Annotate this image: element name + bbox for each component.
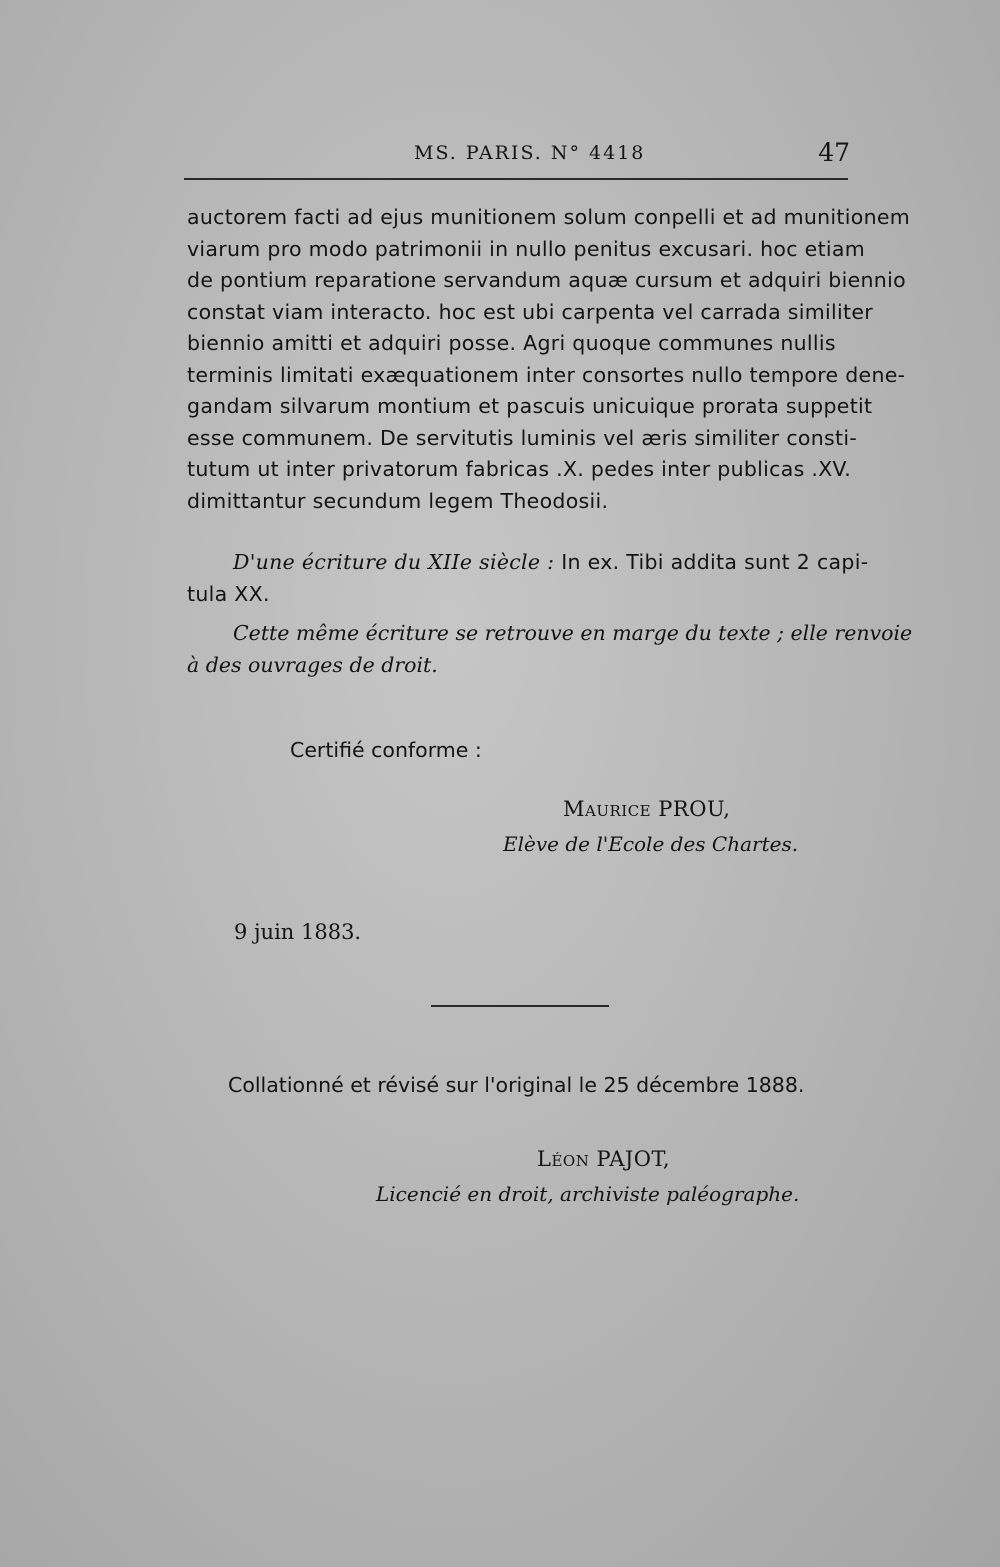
- note-italic-prefix: D'une écriture du XIIe siècle :: [233, 550, 555, 574]
- text-line: biennio amitti et adquiri posse. Agri quoque communes nullis: [187, 331, 836, 355]
- collator-name: Léon PAJOT,: [537, 1147, 671, 1171]
- note-italic-line: à des ouvrages de droit.: [187, 652, 438, 677]
- text-line: tutum ut inter privatorum fabricas .X. pedes inter publicas .XV.: [187, 457, 852, 481]
- text-line: constat viam interacto. hoc est ubi carpenta vel carrada similiter: [187, 299, 873, 324]
- page-header: [186, 138, 850, 168]
- certification-date: 9 juin 1883.: [234, 920, 362, 944]
- header-rule: [184, 178, 848, 180]
- text-line: esse communem. De servitutis luminis vel æris similiter consti-: [187, 425, 858, 450]
- page-number: 47: [818, 138, 850, 167]
- text-line: dimittantur secundum legem Theodosii.: [187, 488, 609, 513]
- certification-label: Certifié conforme :: [290, 738, 482, 762]
- running-title: MS. PARIS. N° 4418: [414, 142, 646, 164]
- text-line: viarum pro modo patrimonii in nullo penitus excusari. hoc etiam: [187, 236, 866, 261]
- text-line: gandam silvarum montium et pascuis unicuique prorata suppetit: [187, 394, 873, 418]
- text-line: de pontium reparatione servandum aquæ cursum et adquiri biennio: [187, 268, 906, 292]
- note-italic-line: Cette même écriture se retrouve en marge du texte ; elle renvoie: [233, 621, 913, 645]
- collation-statement: Collationné et révisé sur l'original le 25 décembre 1888.: [228, 1073, 805, 1097]
- latin-text-block: [187, 202, 911, 517]
- text-line: auctorem facti ad ejus munitionem solum conpelli et ad munitionem: [187, 205, 911, 229]
- certifier-title: Elève de l'Ecole des Chartes.: [503, 832, 799, 856]
- editorial-note-italic: [187, 618, 913, 681]
- collator-title: Licencié en droit, archiviste paléographe.: [376, 1182, 800, 1206]
- note-line: tula XX.: [187, 581, 270, 606]
- note-line-rest: In ex. Tibi addita sunt 2 capi-: [554, 550, 869, 574]
- note-line: [187, 547, 869, 579]
- editorial-note: [187, 547, 869, 610]
- certifier-name: Maurice PROU,: [563, 797, 731, 821]
- text-line: terminis limitati exæquationem inter consortes nullo tempore dene-: [187, 362, 906, 387]
- section-separator: [431, 1005, 609, 1007]
